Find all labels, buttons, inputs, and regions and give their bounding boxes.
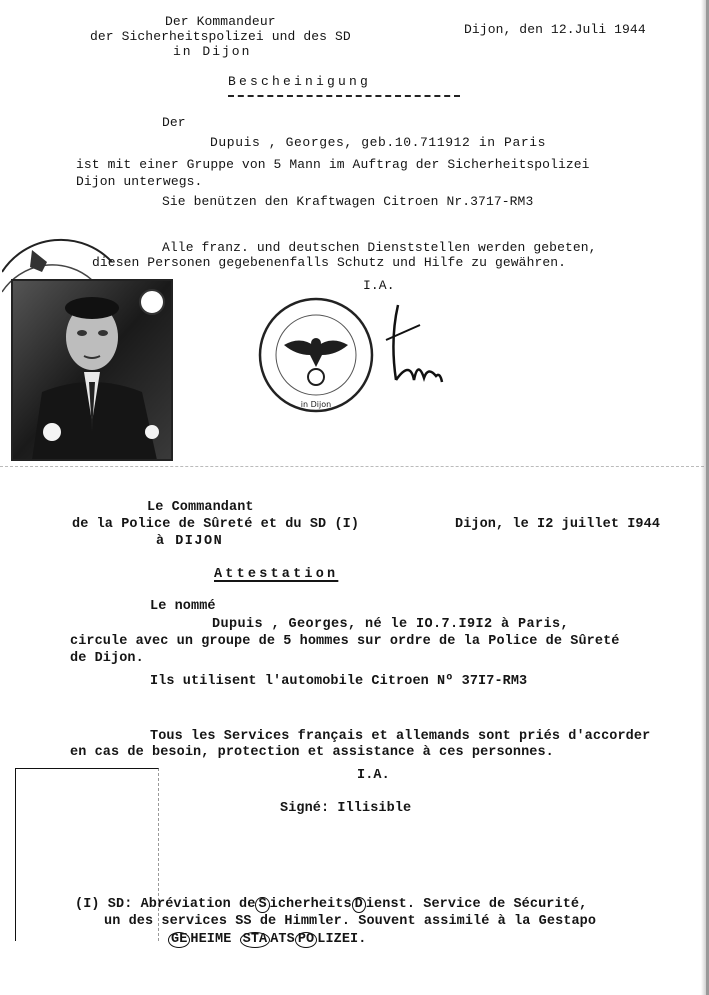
french-group-line: circule avec un groupe de 5 hommes sur ordre de la Police de Sûreté [70,634,620,649]
german-group-line: ist mit einer Gruppe von 5 Mann im Auftrag der Sicherheitspolizei [76,157,590,172]
circled-d: D [352,897,366,913]
german-place-date: Dijon, den 12.Juli 1944 [464,22,646,37]
official-stamp [256,295,376,415]
footnote-heime: HEIME [190,932,232,947]
circled-po: PO [295,932,317,948]
french-ia: I.A. [357,768,390,783]
french-place-date: Dijon, le I2 juillet I944 [455,517,661,532]
circled-ge: GE [168,932,190,948]
footnote-lizei: LIZEI. [317,932,367,947]
french-header-line1: Le Commandant [147,500,254,515]
footnote-line1 [75,897,587,913]
footnote-ats: ATS [270,932,295,947]
german-title: Bescheinigung [228,74,460,97]
french-header-line3: à DIJON [156,534,224,549]
french-car-line: Ils utilisent l'automobile Citroen Nº 37I7-RM3 [150,674,528,689]
circled-sta: STA [240,932,271,948]
french-signe: Signé: Illisible [280,801,412,816]
footnote-sicherheits: icherheits [269,897,352,912]
german-header-line2: der Sicherheitspolizei und des SD [90,29,351,44]
portrait-photo-icon [2,232,182,466]
footnote-suffix: ienst. Service de Sécurité, [365,897,588,912]
german-car-line: Sie benützen den Kraftwagen Citroen Nr.3717-RM3 [162,194,534,209]
id-photo [2,232,182,466]
french-request-line1: Tous les Services français et allemands sont priés d'accorder [150,729,651,744]
french-header-line2: de la Police de Sûreté et du SD (I) [72,517,360,532]
eagle-stamp-icon [256,295,376,415]
footnote-prefix: (I) SD: Abréviation de [75,897,256,912]
circled-s: S [255,897,269,913]
handwritten-signature-icon [380,300,450,400]
german-ia: I.A. [363,278,395,293]
svg-text:in Dijon: in Dijon [300,400,332,409]
footnote-line3 [168,932,366,948]
german-unterwegs: Dijon unterwegs. [76,174,203,189]
french-le-nomme: Le nommé [150,599,216,614]
footnote-line2: un des services SS de Himmler. Souvent assimilé à la Gestapo [104,914,597,929]
french-title: Attestation [214,567,339,582]
fold-line [0,466,709,467]
german-header-line3: in Dijon [173,44,252,59]
signature [380,300,450,400]
french-request-line2: en cas de besoin, protection et assistance à ces personnes. [70,745,554,760]
german-request-line2: diesen Personen gegebenenfalls Schutz und Hilfe zu gewähren. [92,255,567,270]
german-der: Der [162,115,186,130]
french-name-line: Dupuis , Georges, né le IO.7.I9I2 à Paris, [212,617,570,632]
french-de-dijon: de Dijon. [70,651,144,666]
german-name-line: Dupuis , Georges, geb.10.711912 in Paris [210,135,547,150]
german-request-line1: Alle franz. und deutschen Dienststellen werden gebeten, [162,240,597,255]
german-header-line1: Der Kommandeur [165,14,276,29]
